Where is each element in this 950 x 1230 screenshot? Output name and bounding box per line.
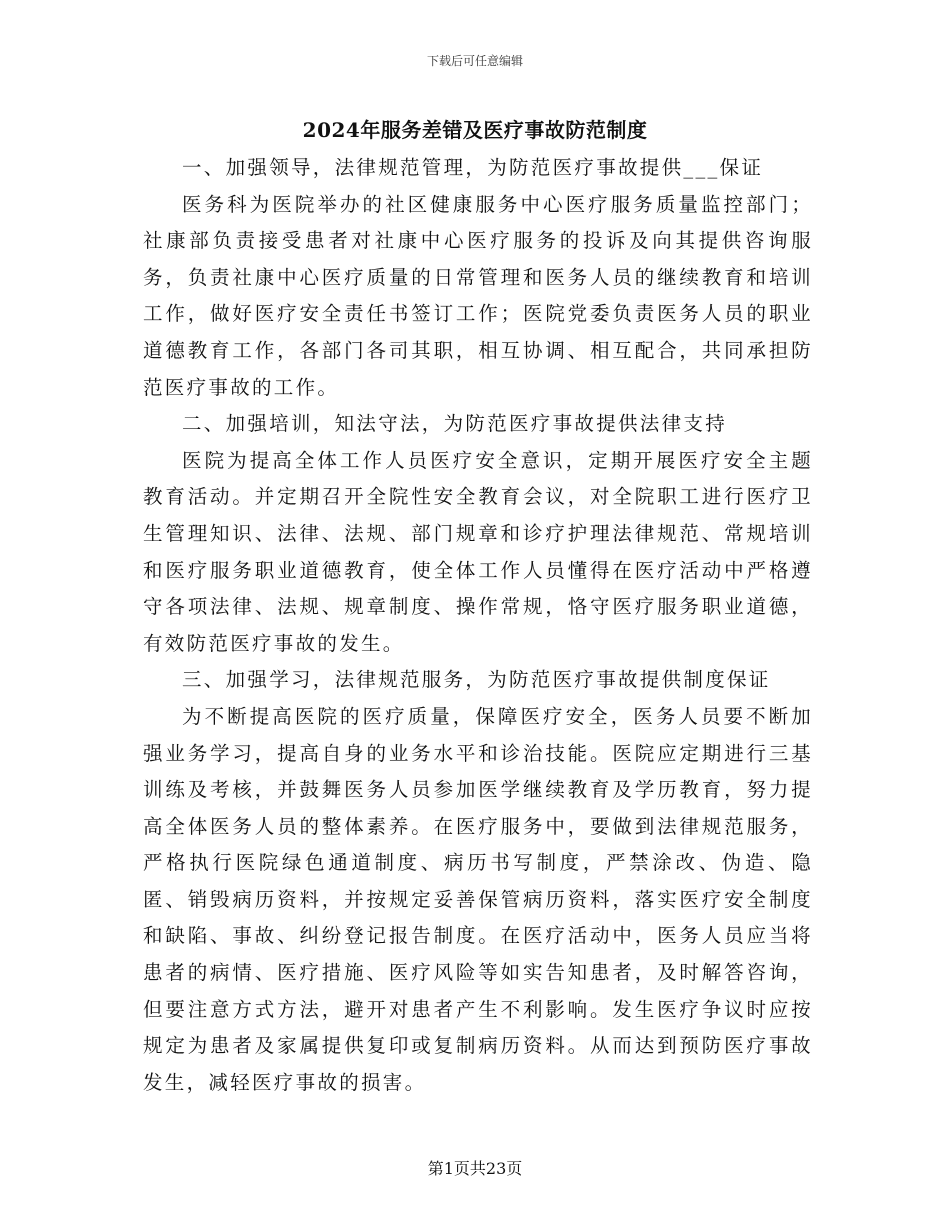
section-heading-3: 三、加强学习，法律规范服务，为防范医疗事故提供制度保证 xyxy=(182,668,771,692)
header-note: 下载后可任意编辑 xyxy=(426,54,523,68)
document-title: 2024年服务差错及医疗事故防范制度 xyxy=(302,118,648,142)
paragraph-2: 医院为提高全体工作人员医疗安全意识，定期开展医疗安全主题教育活动。并定期召开全院性安全教育会议，对全院职工进行医疗卫生管理知识、法律、法规、部门规章和诊疗护理法律规范、常规培训和医疗服务职业道德教育，使全体工作人员懂得在医疗活动中严格遵守各项法律、法规、规章制度、操作常规，恪守医疗服务职业道德，有效防范医疗事故的发生。 xyxy=(143,448,813,655)
section-heading-1: 一、加强领导，法律规范管理，为防范医疗事故提供___保证 xyxy=(182,156,764,179)
paragraph-1: 医务科为医院举办的社区健康服务中心医疗服务质量监控部门；社康部负责接受患者对社康中心医疗服务的投诉及向其提供咨询服务，负责社康中心医疗质量的日常管理和医务人员的继续教育和培训工作，做好医疗安全责任书签订工作；医院党委负责医务人员的职业道德教育工作，各部门各司其职，相互协调、相互配合，共同承担防范医疗事故的工作。 xyxy=(143,192,813,399)
document-body xyxy=(143,150,813,1101)
section-heading-2: 二、加强培训，知法守法，为防范医疗事故提供法律支持 xyxy=(182,412,728,436)
page-footer: 第1页共23页 xyxy=(427,1159,523,1178)
paragraph-3: 为不断提高医院的医疗质量，保障医疗安全，医务人员要不断加强业务学习，提高自身的业务水平和诊治技能。医院应定期进行三基训练及考核，并鼓舞医务人员参加医学继续教育及学历教育，努力提高全体医务人员的整体素养。在医疗服务中，要做到法律规范服务，严格执行医院绿色通道制度、病历书写制度，严禁涂改、伪造、隐匿、销毁病历资料，并按规定妥善保管病历资料，落实医疗安全制度和缺陷、事故、纠纷登记报告制度。在医疗活动中，医务人员应当将患者的病情、医疗措施、医疗风险等如实告知患者，及时解答咨询，但要注意方式方法，避开对患者产生不利影响。发生医疗争议时应按规定为患者及家属提供复印或复制病历资料。从而达到预防医疗事故发生，减轻医疗事故的损害。 xyxy=(143,704,813,1094)
